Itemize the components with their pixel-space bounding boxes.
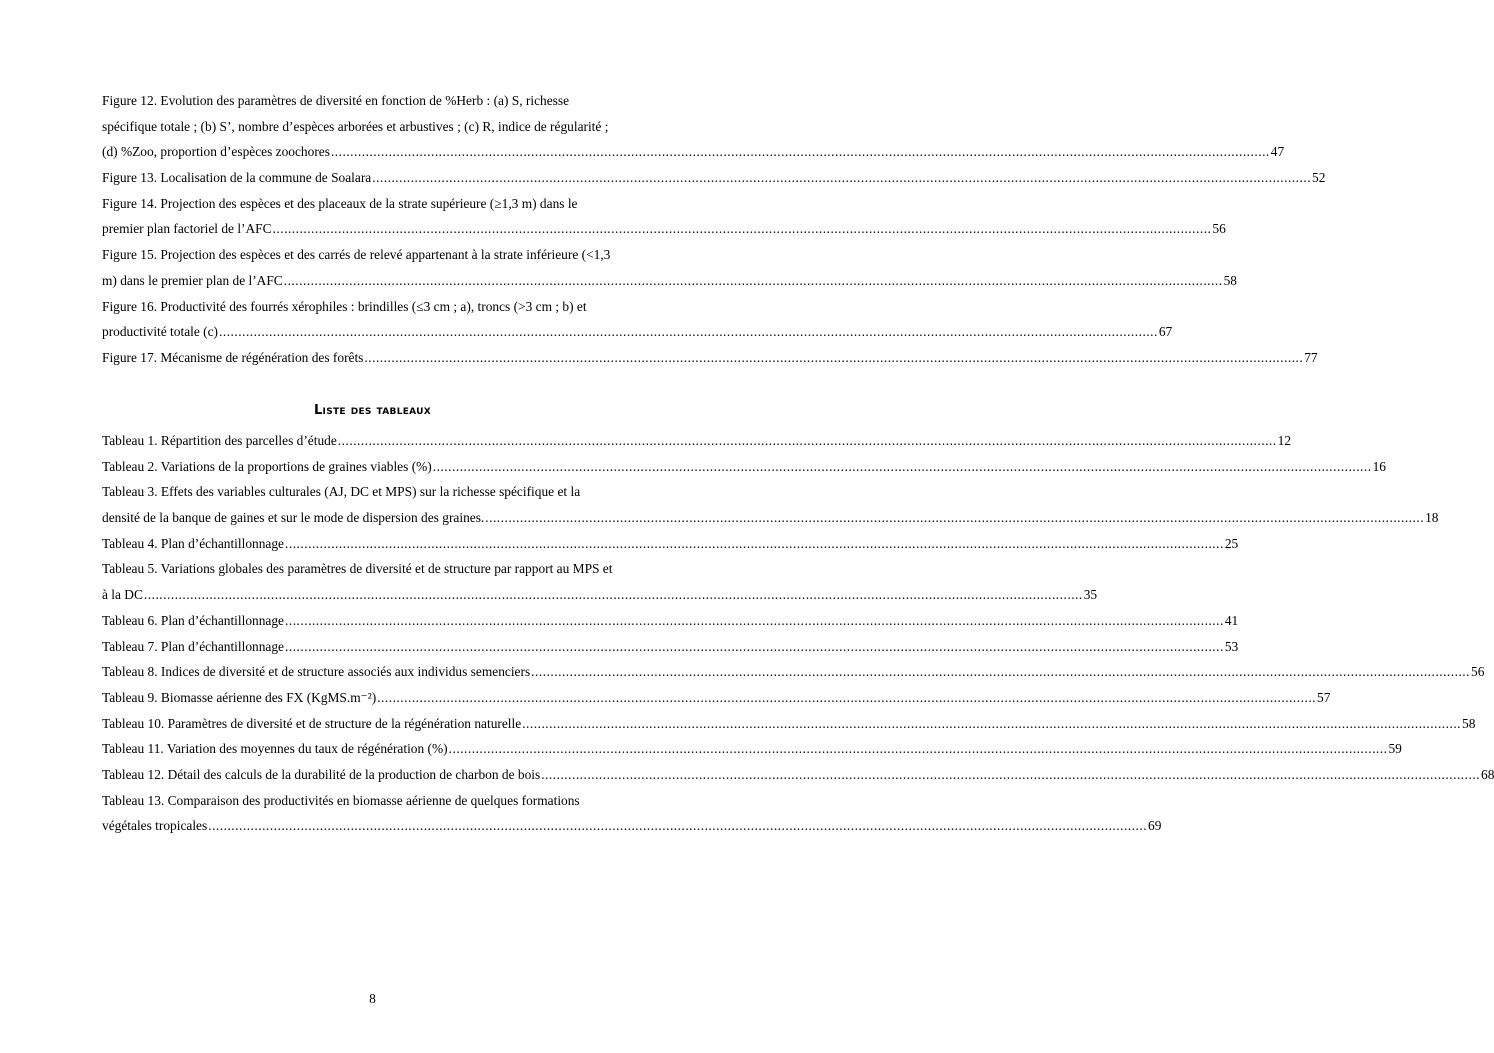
dot-leader xyxy=(219,319,1158,345)
dot-leader xyxy=(541,762,1480,788)
entry-text: Tableau 7. Plan d’échantillonnage xyxy=(102,638,285,654)
page-number: 8 xyxy=(369,991,376,1006)
entry-text: Tableau 2. Variations de la proportions de graines viables (%) xyxy=(102,458,432,474)
entry-text: Figure 17. Mécanisme de régénération des forêts xyxy=(102,349,364,365)
entry-page-number: 56 xyxy=(1212,221,1226,237)
figure-list xyxy=(102,88,1326,371)
entry-text: Figure 12. Evolution des paramètres de diversité en fonction de %Herb : (a) S, richesse xyxy=(102,93,570,108)
dot-leader xyxy=(331,139,1270,165)
figure-entry[interactable] xyxy=(102,88,1285,165)
entry-text: Tableau 10. Paramètres de diversité et de structure de la régénération naturelle xyxy=(102,715,522,731)
dot-leader xyxy=(433,454,1372,480)
entry-page-number: 41 xyxy=(1224,612,1239,628)
entry-line xyxy=(102,736,1402,762)
entry-line xyxy=(102,319,1173,345)
entry-page-number: 58 xyxy=(1223,272,1237,288)
entry-line xyxy=(102,345,1318,371)
entry-line xyxy=(102,88,677,114)
entry-text: Tableau 8. Indices de diversité et de structure associés aux individus semenciers xyxy=(102,664,531,680)
dot-leader xyxy=(372,165,1311,191)
table-entry[interactable] xyxy=(102,531,1239,557)
entry-page-number: 77 xyxy=(1304,349,1318,365)
entry-text: Tableau 4. Plan d’échantillonnage xyxy=(102,535,285,551)
entry-line xyxy=(102,762,1494,788)
dot-leader xyxy=(144,582,1083,608)
entry-page-number: 12 xyxy=(1277,433,1292,448)
entry-text: Tableau 3. Effets des variables culturales (AJ, DC et MPS) sur la richesse spécifique et la xyxy=(102,484,581,500)
entry-line xyxy=(102,268,1237,294)
figure-entry[interactable] xyxy=(102,345,1318,371)
entry-line xyxy=(102,428,1292,454)
table-entry[interactable] xyxy=(102,556,1098,607)
dot-leader xyxy=(208,813,1147,839)
entry-line xyxy=(102,191,677,217)
table-entry[interactable] xyxy=(102,659,1485,685)
entry-line xyxy=(102,608,1239,634)
table-list xyxy=(102,428,1494,839)
entry-text: Tableau 5. Variations globales des paramètres de diversité et de structure par rapport au MPS et xyxy=(102,561,613,577)
figure-entry[interactable] xyxy=(102,191,1226,242)
entry-text: végétales tropicales xyxy=(102,818,208,834)
section-title: Liste des tableaux xyxy=(313,403,432,418)
entry-line xyxy=(102,216,1226,242)
entry-page-number: 35 xyxy=(1083,587,1098,603)
dot-leader xyxy=(377,685,1316,711)
entry-page-number: 25 xyxy=(1224,535,1239,551)
entry-line xyxy=(102,165,1326,191)
entry-line xyxy=(102,242,677,268)
figure-entry[interactable] xyxy=(102,294,1173,345)
entry-page-number: 69 xyxy=(1148,818,1162,834)
entry-text: spécifique totale ; (b) S’, nombre d’espèces arborées et arbustives ; (c) R, indice de régularité ; xyxy=(102,118,609,134)
entry-line xyxy=(102,114,677,140)
entry-text: Tableau 1. Répartition des parcelles d’étude xyxy=(102,433,337,448)
table-entry[interactable] xyxy=(102,711,1476,737)
entry-line xyxy=(102,711,1476,737)
dot-leader xyxy=(449,736,1388,762)
entry-line xyxy=(102,813,1162,839)
table-entry[interactable] xyxy=(102,736,1402,762)
table-entry[interactable] xyxy=(102,479,1439,530)
dot-leader xyxy=(531,659,1470,685)
table-entry[interactable] xyxy=(102,788,1162,839)
entry-page-number: 56 xyxy=(1471,664,1485,680)
table-entry[interactable] xyxy=(102,685,1331,711)
entry-page-number: 67 xyxy=(1158,324,1173,340)
entry-line xyxy=(102,454,1386,480)
entry-line xyxy=(102,531,1239,557)
dot-leader xyxy=(273,216,1212,242)
entry-page-number: 68 xyxy=(1481,766,1494,782)
entry-text: Tableau 6. Plan d’échantillonnage xyxy=(102,612,285,628)
entry-text: m) dans le premier plan de l’AFC xyxy=(102,272,283,288)
entry-page-number: 52 xyxy=(1312,170,1326,186)
figure-entry[interactable] xyxy=(102,242,1237,293)
entry-text: Tableau 13. Comparaison des productivités en biomasse aérienne de quelques formations xyxy=(102,792,580,808)
dot-leader xyxy=(285,634,1224,660)
table-entry[interactable] xyxy=(102,762,1494,788)
entry-line xyxy=(102,294,677,320)
table-entry[interactable] xyxy=(102,428,1292,454)
entry-page-number: 53 xyxy=(1224,638,1239,654)
entry-page-number: 59 xyxy=(1388,741,1402,757)
entry-text: Figure 16. Productivité des fourrés xérophiles : brindilles (≤3 cm ; a), troncs (>3 cm ; b) et xyxy=(102,298,587,314)
entry-line xyxy=(102,556,677,582)
entry-line xyxy=(102,479,677,505)
entry-text: (d) %Zoo, proportion d’espèces zoochores xyxy=(102,144,330,160)
dot-leader xyxy=(522,711,1461,737)
entry-line xyxy=(102,634,1239,660)
entry-page-number: 18 xyxy=(1425,510,1439,526)
figure-entry[interactable] xyxy=(102,165,1326,191)
entry-page-number: 47 xyxy=(1270,144,1285,160)
entry-text: premier plan factoriel de l’AFC xyxy=(102,221,272,237)
table-entry[interactable] xyxy=(102,608,1239,634)
dot-leader xyxy=(285,608,1224,634)
dot-leader xyxy=(485,505,1424,531)
dot-leader xyxy=(285,531,1224,557)
entry-line xyxy=(102,582,1098,608)
entry-text: Figure 14. Projection des espèces et des placeaux de la strate supérieure (≥1,3 m) dans le xyxy=(102,195,578,211)
table-entry[interactable] xyxy=(102,454,1386,480)
entry-page-number: 57 xyxy=(1317,689,1331,705)
entry-text: Figure 13. Localisation de la commune de Soalara xyxy=(102,170,372,186)
entry-line xyxy=(102,139,1285,165)
entry-text: Figure 15. Projection des espèces et des carrés de relevé appartenant à la strate inférieure (<1,3 xyxy=(102,247,611,263)
entry-text: Tableau 9. Biomasse aérienne des FX (KgMS.m⁻²) xyxy=(102,689,377,705)
dot-leader xyxy=(364,345,1303,371)
entry-text: Tableau 12. Détail des calculs de la durabilité de la production de charbon de bois xyxy=(102,766,541,782)
entry-page-number: 16 xyxy=(1372,458,1386,474)
dot-leader xyxy=(338,428,1277,454)
dot-leader xyxy=(284,268,1223,294)
entry-text: à la DC xyxy=(102,587,143,603)
table-entry[interactable] xyxy=(102,634,1239,660)
entry-text: Tableau 11. Variation des moyennes du taux de régénération (%) xyxy=(102,741,448,757)
entry-line xyxy=(102,505,1439,531)
entry-line xyxy=(102,685,1331,711)
entry-line xyxy=(102,788,677,814)
entry-text: productivité totale (c) xyxy=(102,324,219,340)
entry-text: densité de la banque de gaines et sur le mode de dispersion des graines. xyxy=(102,510,485,526)
entry-page-number: 58 xyxy=(1462,715,1476,731)
entry-line xyxy=(102,659,1485,685)
